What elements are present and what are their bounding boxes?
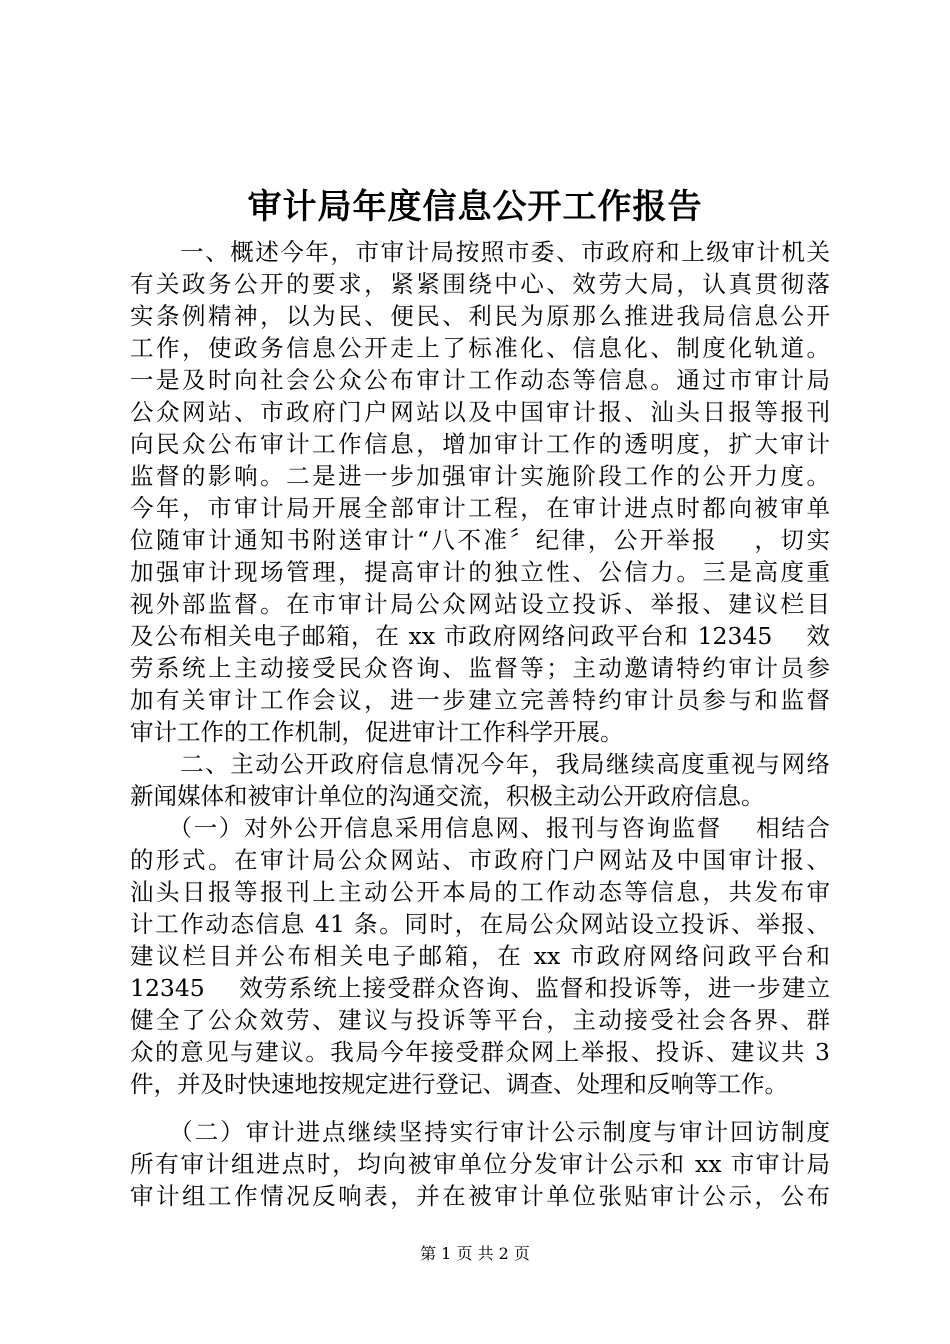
body-line: 健全了公众效劳、建议与投诉等平台，主动接受社会各界、群: [130, 1006, 830, 1034]
body-line: 计工作动态信息 41 条。同时，在局公众网站设立投诉、举报、: [130, 910, 830, 938]
body-line: 劳系统上主动接受民众咨询、监督等；主动邀请特约审计员参: [130, 654, 830, 682]
body-line: 有关政务公开的要求，紧紧围绕中心、效劳大局，认真贯彻落: [130, 270, 830, 298]
body-line: 工作，使政务信息公开走上了标准化、信息化、制度化轨道。: [130, 334, 830, 362]
body-line: 加有关审计工作会议，进一步建立完善特约审计员参与和监督: [130, 686, 830, 714]
body-line: 众的意见与建议。我局今年接受群众网上举报、投诉、建议共 3: [130, 1038, 830, 1066]
body-line: 今年，市审计局开展全部审计工程，在审计进点时都向被审单: [130, 494, 830, 522]
body-line: 件，并及时快速地按规定进行登记、调查、处理和反响等工作。: [130, 1070, 788, 1098]
body-line: 审计组工作情况反响表，并在被审计单位张贴审计公示，公布: [130, 1182, 830, 1210]
page-number: 第 1 页 共 2 页: [420, 1244, 530, 1263]
body-line: 向民众公布审计工作信息，增加审计工作的透明度，扩大审计: [130, 430, 830, 458]
body-line: 二、主动公开政府信息情况今年，我局继续高度重视与网络: [130, 750, 830, 778]
body-line: 公众网站、市政府门户网站以及中国审计报、汕头日报等报刊: [130, 398, 830, 426]
body-line: 12345 效劳系统上接受群众咨询、监督和投诉等，进一步建立: [130, 974, 830, 1002]
document-title: 审计局年度信息公开工作报告: [247, 187, 703, 227]
body-line: 审计工作的工作机制，促进审计工作科学开展。: [130, 718, 624, 746]
body-line: 的形式。在审计局公众网站、市政府门户网站及中国审计报、: [130, 846, 830, 874]
body-line: （二）审计进点继续坚持实行审计公示制度与审计回访制度: [130, 1118, 830, 1146]
body-line: 所有审计组进点时，均向被审单位分发审计公示和 xx 市审计局: [130, 1150, 830, 1178]
body-line: 视外部监督。在市审计局公众网站设立投诉、举报、建议栏目: [130, 590, 830, 618]
body-line: 实条例精神，以为民、便民、利民为原那么推进我局信息公开: [130, 302, 830, 330]
body-line: 加强审计现场管理，提高审计的独立性、公信力。三是高度重: [130, 558, 830, 586]
body-line: （一）对外公开信息采用信息网、报刊与咨询监督 相结合: [130, 814, 830, 842]
body-line: 新闻媒体和被审计单位的沟通交流，积极主动公开政府信息。: [130, 782, 765, 810]
body-line: 一、概述今年，市审计局按照市委、市政府和上级审计机关: [130, 238, 830, 266]
body-line: 建议栏目并公布相关电子邮箱，在 xx 市政府网络问政平台和: [130, 942, 830, 970]
body-line: 及公布相关电子邮箱，在 xx 市政府网络问政平台和 12345 效: [130, 622, 830, 650]
body-line: 汕头日报等报刊上主动公开本局的工作动态等信息，共发布审: [130, 878, 830, 906]
body-line: 监督的影响。二是进一步加强审计实施阶段工作的公开力度。: [130, 462, 830, 490]
body-line: 一是及时向社会公众公布审计工作动态等信息。通过市审计局: [130, 366, 830, 394]
body-line: 位随审计通知书附送审计“八不准〞纪律，公开举报 ，切实: [130, 526, 830, 554]
